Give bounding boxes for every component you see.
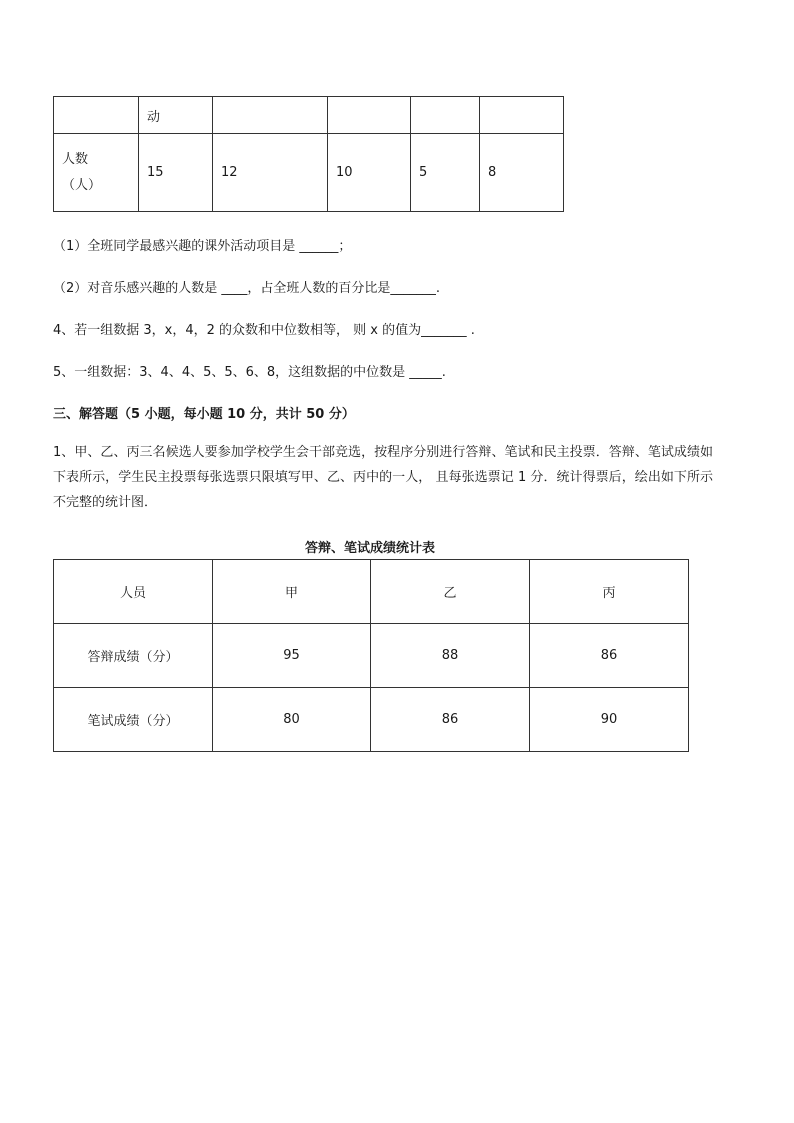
table-cell: 80 xyxy=(213,688,371,752)
table-cell: 86 xyxy=(530,624,689,688)
table-row xyxy=(54,688,689,752)
table-row xyxy=(54,97,564,134)
question-5: 5、一组数据：3、4、4、5、5、6、8，这组数据的中位数是 _____. xyxy=(53,365,446,380)
section-title: 三、解答题（5 小题，每小题 10 分，共计 50 分） xyxy=(53,407,355,422)
table-cell xyxy=(54,97,139,134)
header-cell: 丙 xyxy=(530,560,689,624)
table-cell: 5 xyxy=(411,134,480,212)
table-cell: 动 xyxy=(139,97,213,134)
table-cell xyxy=(213,97,328,134)
table-cell: 95 xyxy=(213,624,371,688)
problem-1-text: 1、甲、乙、丙三名候选人要参加学校学生会干部竞选，按程序分别进行答辩、笔试和民主投票．答辩、笔试成绩如下表所示，学生民主投票每张选票只限填写甲、乙、丙中的一人， 且每张选票记 1 分．统计得票后，绘出如下所示不完整的统计图． xyxy=(53,445,713,510)
table-cell: 10 xyxy=(328,134,411,212)
header-cell: 人员 xyxy=(54,560,213,624)
table-cell: 88 xyxy=(371,624,530,688)
row-label-cell xyxy=(54,134,139,212)
question-4: 4、若一组数据 3，x，4，2 的众数和中位数相等， 则 x 的值为_______ . xyxy=(53,323,475,338)
table-cell: 笔试成绩（分） xyxy=(54,688,213,752)
table-header-row xyxy=(54,560,689,624)
table-caption: 答辩、笔试成绩统计表 xyxy=(304,541,435,556)
table-cell xyxy=(328,97,411,134)
table-cell: 12 xyxy=(213,134,328,212)
score-table xyxy=(53,559,689,752)
table-cell: 15 xyxy=(139,134,213,212)
table-row xyxy=(54,624,689,688)
table-cell: 90 xyxy=(530,688,689,752)
activity-count-table xyxy=(53,96,564,212)
row-label-line2: （人） xyxy=(62,177,102,193)
table-cell xyxy=(480,97,564,134)
question-1: （1）全班同学最感兴趣的课外活动项目是 ______； xyxy=(53,239,352,254)
table-cell: 答辩成绩（分） xyxy=(54,624,213,688)
question-2: （2）对音乐感兴趣的人数是 ____，占全班人数的百分比是_______. xyxy=(53,281,441,296)
table-cell: 8 xyxy=(480,134,564,212)
header-cell: 甲 xyxy=(213,560,371,624)
table-row xyxy=(54,134,564,212)
table-cell: 86 xyxy=(371,688,530,752)
header-cell: 乙 xyxy=(371,560,530,624)
table-cell xyxy=(411,97,480,134)
row-label-line1: 人数 xyxy=(62,151,89,167)
